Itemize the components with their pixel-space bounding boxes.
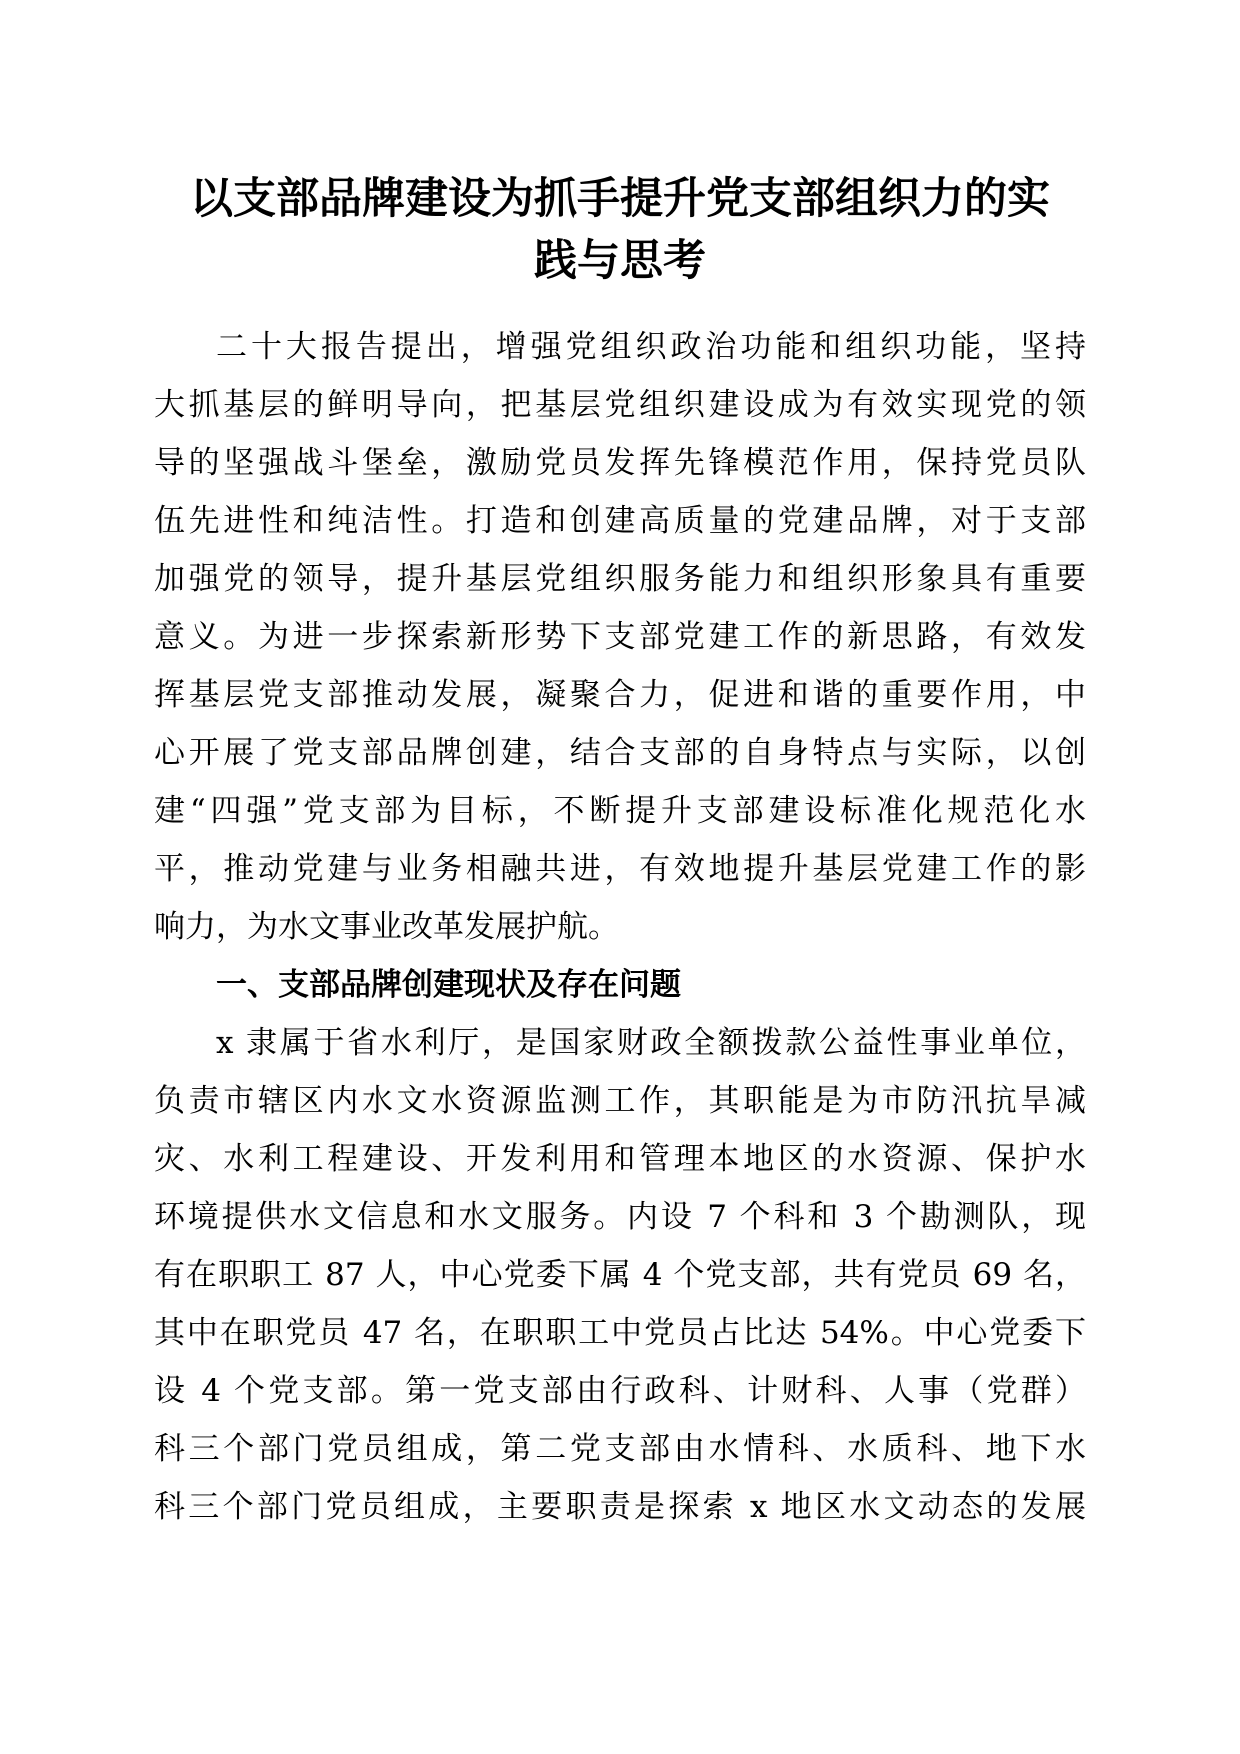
text-line: 加强党的领导，提升基层党组织服务能力和组织形象具有重要 xyxy=(154,561,1086,597)
document-title-line-1: 以支部品牌建设为抓手提升党支部组织力的实 xyxy=(190,174,1050,224)
text-line: 其中在职党员 47 名，在职职工中党员占比达 54%。中心党委下 xyxy=(154,1315,1086,1351)
document-title-line-2: 践与思考 xyxy=(534,236,706,286)
paragraph-intro xyxy=(154,318,1086,956)
text-line: 科三个部门党员组成，第二党支部由水情科、水质科、地下水 xyxy=(154,1431,1086,1467)
text-line: 科三个部门党员组成，主要职责是探索 x 地区水文动态的发展 xyxy=(154,1489,1086,1525)
text-line: 负责市辖区内水文水资源监测工作，其职能是为市防汛抗旱减 xyxy=(154,1083,1086,1119)
text-line: 平，推动党建与业务相融共进，有效地提升基层党建工作的影 xyxy=(154,851,1086,887)
document-title xyxy=(140,168,1100,292)
text-line: 有在职职工 87 人，中心党委下属 4 个党支部，共有党员 69 名， xyxy=(154,1257,1086,1293)
text-line: 心开展了党支部品牌创建，结合支部的自身特点与实际，以创 xyxy=(154,735,1086,771)
text-line: 环境提供水文信息和水文服务。内设 7 个科和 3 个勘测队，现 xyxy=(154,1199,1086,1235)
text-line: 挥基层党支部推动发展，凝聚合力，促进和谐的重要作用，中 xyxy=(154,677,1086,713)
text-line: 伍先进性和纯洁性。打造和创建高质量的党建品牌，对于支部 xyxy=(154,503,1086,539)
text-line: 导的坚强战斗堡垒，激励党员发挥先锋模范作用，保持党员队 xyxy=(154,445,1086,481)
document-body xyxy=(154,318,1086,1536)
text-line: 响力，为水文事业改革发展护航。 xyxy=(154,909,619,945)
text-line: 意义。为进一步探索新形势下支部党建工作的新思路，有效发 xyxy=(154,619,1086,655)
section-heading-1: 一、支部品牌创建现状及存在问题 xyxy=(216,967,681,1003)
text-line: 大抓基层的鲜明导向，把基层党组织建设成为有效实现党的领 xyxy=(154,387,1086,423)
text-line: 灾、水利工程建设、开发利用和管理本地区的水资源、保护水 xyxy=(154,1141,1086,1177)
text-line: 设 4 个党支部。第一党支部由行政科、计财科、人事（党群） xyxy=(154,1373,1086,1409)
text-line: x 隶属于省水利厅，是国家财政全额拨款公益性事业单位， xyxy=(216,1025,1086,1061)
text-line: 二十大报告提出，增强党组织政治功能和组织功能，坚持 xyxy=(216,329,1086,365)
paragraph-status xyxy=(154,1014,1086,1536)
text-line: 建“四强”党支部为目标，不断提升支部建设标准化规范化水 xyxy=(154,793,1086,829)
